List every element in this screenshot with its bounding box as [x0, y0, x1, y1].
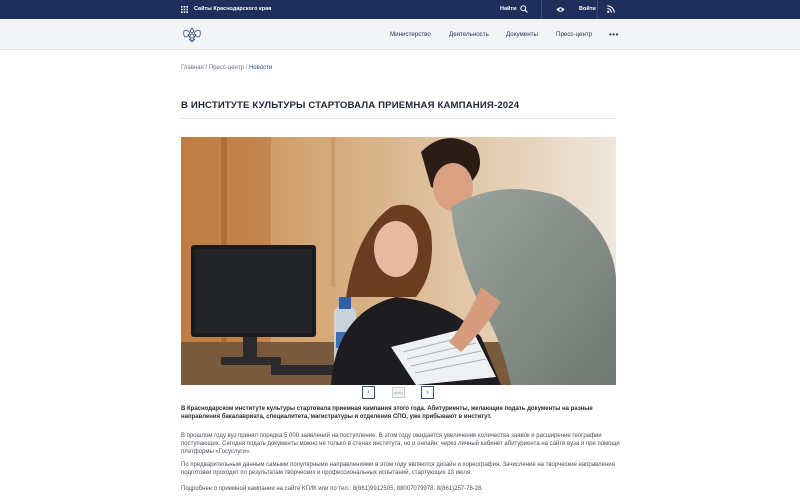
accessibility-eye-icon[interactable]: [556, 6, 565, 13]
top-bar: [0, 0, 800, 19]
breadcrumb-press-center[interactable]: Пресс-центр: [208, 65, 244, 71]
slider-prev-button[interactable]: ‹: [362, 386, 375, 399]
article-photo: [181, 137, 616, 385]
article-paragraph: Подробнее о приемной кампании на сайте КГИК или по тел.: 8(861)9912505, 88007079978, 8(861)257-76-28.: [181, 486, 484, 492]
page-title: В ИНСТИТУТЕ КУЛЬТУРЫ СТАРТОВАЛА ПРИЕМНАЯ КАМПАНИЯ-2024: [181, 100, 520, 111]
article-lead: В Краснодарском институте культуры стартовала приемная кампания этого года. Абитуриенты, желающие подать документы на разные направления бакалавриата, специалитета, магистратуры и отделения СПО, уже прибывают в институт.: [181, 406, 593, 421]
article-paragraph: По предварительным данным самыми популярными направлениями в этом году являются дизайн и хореография. Зачисление на творческие направления подготовки проходит по результатам творческих и профессиональных испытаний, стартующих 13 июля.: [181, 462, 615, 477]
breadcrumb-separator: /: [243, 65, 249, 71]
breadcrumb: [181, 65, 272, 71]
breadcrumb-home[interactable]: Главная: [181, 65, 204, 71]
search-icon[interactable]: [520, 5, 528, 13]
nav-item-documents[interactable]: Документы: [506, 31, 538, 38]
search-link[interactable]: Найти: [500, 6, 517, 12]
photo-illustration: [181, 137, 616, 385]
main-navigation: [0, 19, 800, 50]
nav-item-ministry[interactable]: Министерство: [390, 31, 431, 38]
slider-thumbnail[interactable]: ФОТО: [392, 387, 405, 398]
login-link[interactable]: Войти: [579, 6, 596, 12]
title-divider: [181, 118, 616, 119]
slider-next-button[interactable]: ›: [421, 386, 434, 399]
more-menu-icon[interactable]: •••: [609, 30, 619, 39]
article-paragraph: В прошлом году вуз принял порядка 5 000 заявлений на поступление. В этом году ожидается увеличение количества заявок и расширение географии поступающих. Сегодня подать документы можно не только в стенах института, но и онлайн: через личный кабинет абитуриента на сайте вуза и при помощи платформы «Госуслуги».: [181, 433, 620, 456]
sites-link[interactable]: Сайты Краснодарского края: [194, 6, 272, 12]
breadcrumb-separator: /: [203, 65, 209, 71]
breadcrumb-current: Новости: [248, 65, 273, 71]
grid-menu-icon[interactable]: [181, 6, 188, 13]
divider: [597, 0, 598, 19]
rss-icon[interactable]: [607, 5, 615, 13]
nav-item-activity[interactable]: Деятельность: [449, 31, 489, 38]
nav-item-press-center[interactable]: Пресс-центр: [556, 31, 593, 38]
coat-of-arms-logo[interactable]: [181, 25, 203, 45]
divider: [541, 0, 542, 19]
